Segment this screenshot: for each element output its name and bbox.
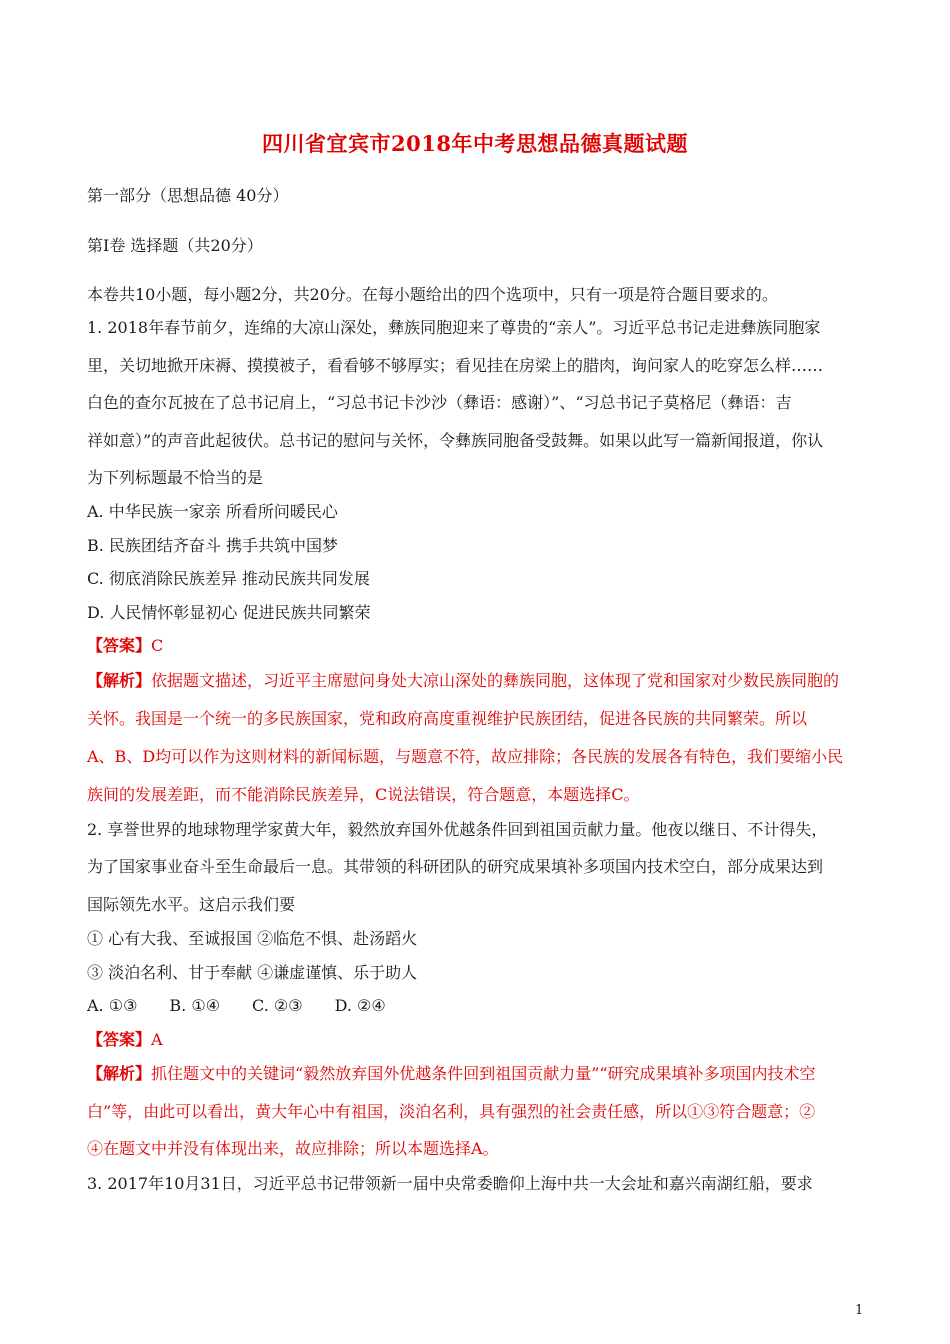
q1-analysis-line [87,671,867,691]
answer-value: C [151,636,164,655]
q1-stem-line: 为下列标题最不恰当的是 [87,468,264,487]
q1-answer [87,636,867,656]
q2-analysis-line: 白”等，由此可以看出，黄大年心中有祖国，淡泊名利，具有强烈的社会责任感，所以①③符合题意；② [87,1102,816,1121]
document-title: 四川省宜宾市2018年中考思想品德真题试题 [262,131,688,156]
part-heading: 第一部分（思想品德 40分） [87,186,289,205]
q2-stem-line: 国际领先水平。这启示我们要 [87,895,296,914]
analysis-tag: 【解析】 [87,671,152,690]
q2-choices: A. ①③ B. ①④ C. ②③ D. ②④ [87,996,386,1015]
q2-analysis-line: ④在题文中并没有体现出来，故应排除；所以本题选择A。 [87,1139,499,1158]
q1-analysis-line: 族间的发展差距，而不能消除民族差异，C说法错误，符合题意，本题选择C。 [87,785,640,804]
q2-item-line: ① 心有大我、至诚报国 ②临危不惧、赴汤蹈火 [87,929,418,948]
q1-option-c: C. 彻底消除民族差异 推动民族共同发展 [87,569,370,588]
q2-item-line: ③ 淡泊名利、甘于奉献 ④谦虚谨慎、乐于助人 [87,963,418,982]
page-number: 1 [855,1303,864,1318]
q2-answer [87,1030,867,1050]
q1-option-b: B. 民族团结齐奋斗 携手共筑中国梦 [87,536,339,555]
analysis-tag: 【解析】 [87,1064,152,1083]
q1-analysis-line: 关怀。我国是一个统一的多民族国家，党和政府高度重视维护民族团结，促进各民族的共同繁荣。所以 [87,709,808,728]
q1-option-a: A. 中华民族一家亲 所看所问暖民心 [87,502,338,521]
q1-analysis-line: A、B、D均可以作为这则材料的新闻标题，与题意不符，故应排除；各民族的发展各有特色，我们要缩小民 [87,747,844,766]
analysis-text: 抓住题文中的关键词“毅然放弃国外优越条件回到祖国贡献力量”“研究成果填补多项国内技术空 [151,1064,816,1083]
q2-stem-line: 2. 享誉世界的地球物理学家黄大年，毅然放弃国外优越条件回到祖国贡献力量。他夜以继日、不计得失， [87,820,828,839]
q3-stem-line: 3. 2017年10月31日，习近平总书记带领新一届中央常委瞻仰上海中共一大会址和嘉兴南湖红船，要求 [87,1174,813,1193]
answer-tag: 【答案】 [87,636,152,655]
volume-heading: 第Ⅰ卷 选择题（共20分） [87,236,263,255]
analysis-text: 依据题文描述，习近平主席慰问身处大凉山深处的彝族同胞，这体现了党和国家对少数民族同胞的 [151,671,840,690]
q2-analysis-line [87,1064,867,1084]
q1-stem-line: 白色的查尔瓦披在了总书记肩上，“习总书记卡沙沙（彝语：感谢）”、“习总书记子莫格尼（彝语：吉 [87,393,792,412]
q1-stem-line: 祥如意）”的声音此起彼伏。总书记的慰问与关怀，令彝族同胞备受鼓舞。如果以此写一篇新闻报道，你认 [87,431,824,450]
q1-option-d: D. 人民情怀彰显初心 促进民族共同繁荣 [87,603,371,622]
instructions: 本卷共10小题，每小题2分，共20分。在每小题给出的四个选项中，只有一项是符合题目要求的。 [87,285,778,304]
q1-stem-line: 1. 2018年春节前夕，连绵的大凉山深处，彝族同胞迎来了尊贵的“亲人”。习近平总书记走进彝族同胞家 [87,318,821,337]
q2-stem-line: 为了国家事业奋斗至生命最后一息。其带领的科研团队的研究成果填补多项国内技术空白，部分成果达到 [87,857,824,876]
answer-tag: 【答案】 [87,1030,152,1049]
answer-value: A [151,1030,163,1049]
q1-stem-line: 里，关切地掀开床褥、摸摸被子，看看够不够厚实；看见挂在房梁上的腊肉，询问家人的吃穿怎么样…… [87,356,824,375]
